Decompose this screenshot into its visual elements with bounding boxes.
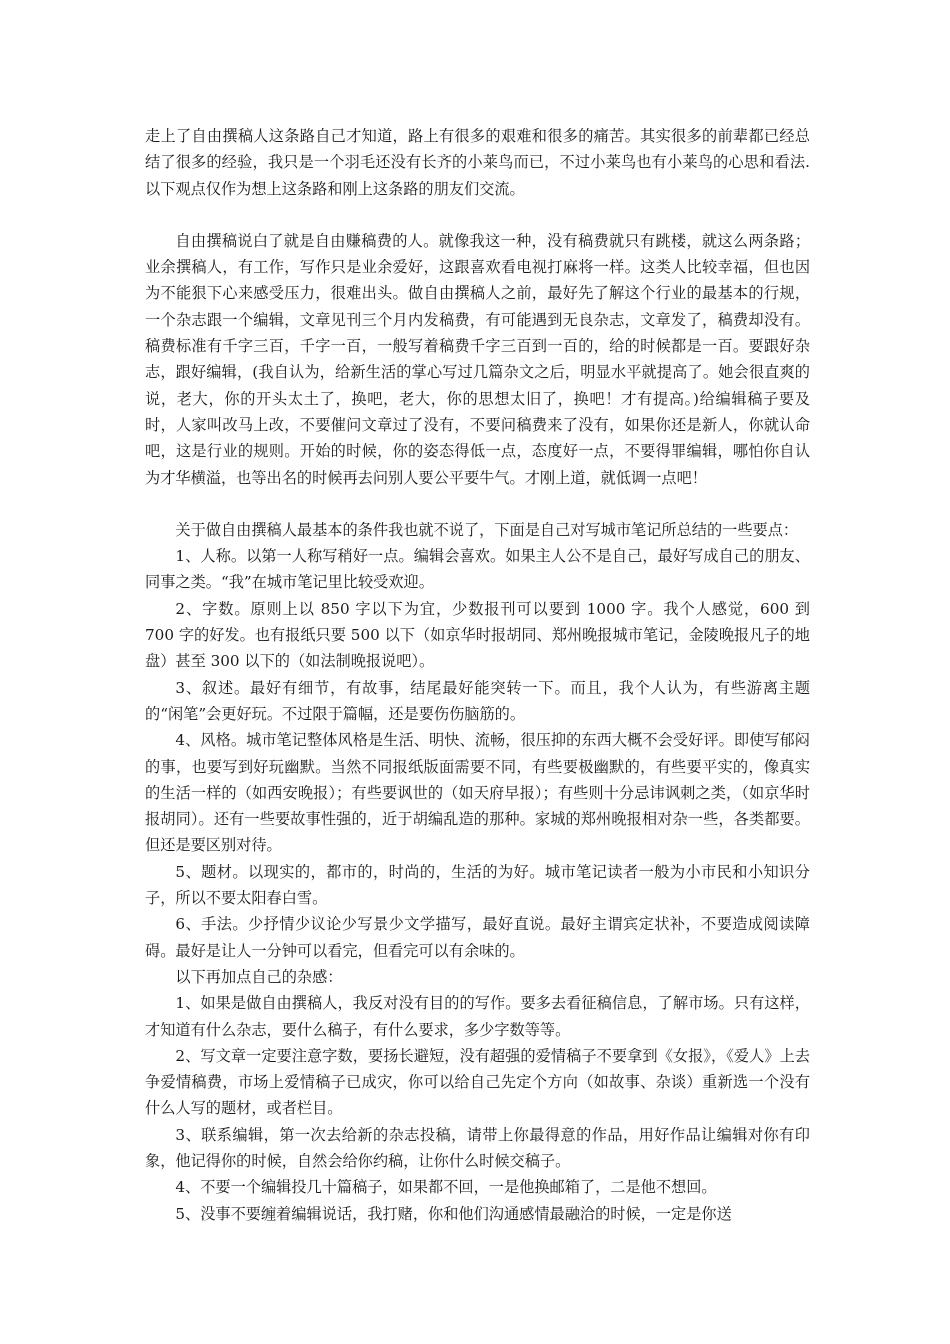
list-item-subject: 5、题材。以现实的，都市的，时尚的，生活的为好。城市笔记读者一般为小市民和小知识分子，所以不要太阳春白雪。: [145, 862, 810, 908]
list-item-person: 1、人称。以第一人称写稍好一点。编辑会喜欢。如果主人公不是自己，最好写成自己的朋友、同事之类。“我”在城市笔记里比较受欢迎。: [145, 547, 810, 592]
paragraph-gap: [145, 491, 810, 517]
paragraph-freelance-definition: 自由撰稿说白了就是自由赚稿费的人。就像我这一种，没有稿费就只有跳楼，就这么两条路；业余撰稿人，有工作，写作只是业余爱好，这跟喜欢看电视打麻将一样。这类人比较幸福，但也因为不能狠下心来感受压力，很难出头。做自由撰稿人之前，最好先了解这个行业的最基本的行规，一个杂志跟一个编辑，文章见刊三个月内发稿费，有可能遇到无良杂志，文章发了，稿费却没有。稿费标准有千字三百，千字一百，一般写着稿费千字三百到一百的，给的时候都是一百。要跟好杂志，跟好编辑，(我自认为，给新生活的掌心写过几篇杂文之后，明显水平就提高了。她会很直爽的说，老大，你的开头太土了，换吧，老大，你的思想太旧了，换吧！才有提高。)给编辑稿子要及时，人家叫改马上改，不要催问文章过了没有，不要问稿费来了没有，如果你还是新人，你就认命吧，这是行业的规则。开始的时候，你的姿态得低一点，态度好一点，不要得罪编辑，哪怕你自认为才华横溢，也等出名的时候再去问别人要公平要牛气。才刚上道，就低调一点吧！: [145, 231, 810, 487]
paragraph-intro: 走上了自由撰稿人这条路自己才知道，路上有很多的艰难和很多的痛苦。其实很多的前辈都已经总结了很多的经验，我只是一个羽毛还没有长齐的小莱鸟而已，不过小莱鸟也有小莱鸟的心思和看法.以下观点仅作为想上这条路和刚上这条路的朋友们交流。: [145, 127, 810, 198]
list-item-word-count: 2、字数。原则上以 850 字以下为宜，少数报刊可以要到 1000 字。我个人感觉，600 到 700 字的好发。也有报纸只要 500 以下（如京华时报胡同、郑州晚报城市笔记，金陵晚报凡子的地盘）甚至 300 以下的（如法制晚报说吧）。: [145, 599, 810, 671]
list-item-technique: 6、手法。少抒情少议论少写景少文学描写，最好直说。最好主谓宾定状补，不要造成阅读障碍。最好是让人一分钟可以看完，但看完可以有余味的。: [145, 915, 810, 960]
list-item-length-strengths: 2、写文章一定要注意字数，要扬长避短，没有超强的爱情稿子不要拿到《女报》，《爱人》上去争爱情稿费，市场上爱情稿子已成灾，你可以给自己先定个方向（如故事、杂谈）重新选一个没有什么人写的题材，或者栏目。: [145, 1046, 810, 1118]
list-item-contact-editor: 3、联系编辑，第一次去给新的杂志投稿，请带上你最得意的作品，用好作品让编辑对你有印象，他记得你的时候，自然会给你约稿，让你什么时候交稿子。: [145, 1125, 810, 1170]
paragraph-key-points-intro: 关于做自由撰稿人最基本的条件我也就不说了，下面是自己对写城市笔记所总结的一些要点：: [175, 520, 799, 539]
list-item-purposeful-writing: 1、如果是做自由撰稿人，我反对没有目的的写作。要多去看征稿信息，了解市场。只有这样，才知道有什么杂志，要什么稿子，有什么要求，多少字数等等。: [145, 994, 810, 1039]
article-body: [145, 123, 810, 1227]
list-item-narration: 3、叙述。最好有细节，有故事，结尾最好能突转一下。而且，我个人认为，有些游离主题的“闲笔”会更好玩。不过限于篇幅，还是要伤伤脑筋的。: [145, 678, 810, 723]
list-item-editor-chat: 5、没事不要缠着编辑说话，我打赌，你和他们沟通感情最融洽的时候，一定是你送: [175, 1204, 732, 1223]
list-item-style: 4、风格。城市笔记整体风格是生活、明快、流畅，很压抑的东西大概不会受好评。即使写郁闷的事，也要写到好玩幽默。当然不同报纸版面需要不同，有些要极幽默的，有些要平实的，像真实的生活一样的（如西安晚报）；有些要讽世的（如天府早报）；有些则十分忌讳讽刺之类，（如京华时报胡同）。还有一些要故事性强的，近于胡编乱造的那种。家城的郑州晚报相对杂一些，各类都要。但还是要区别对待。: [145, 731, 810, 855]
paragraph-gap: [145, 202, 810, 228]
paragraph-thoughts-intro: 以下再加点自己的杂感：: [175, 967, 343, 986]
list-item-submission-limit: 4、不要一个编辑投几十篇稿子，如果都不回，一是他换邮箱了，二是他不想回。: [175, 1178, 717, 1197]
